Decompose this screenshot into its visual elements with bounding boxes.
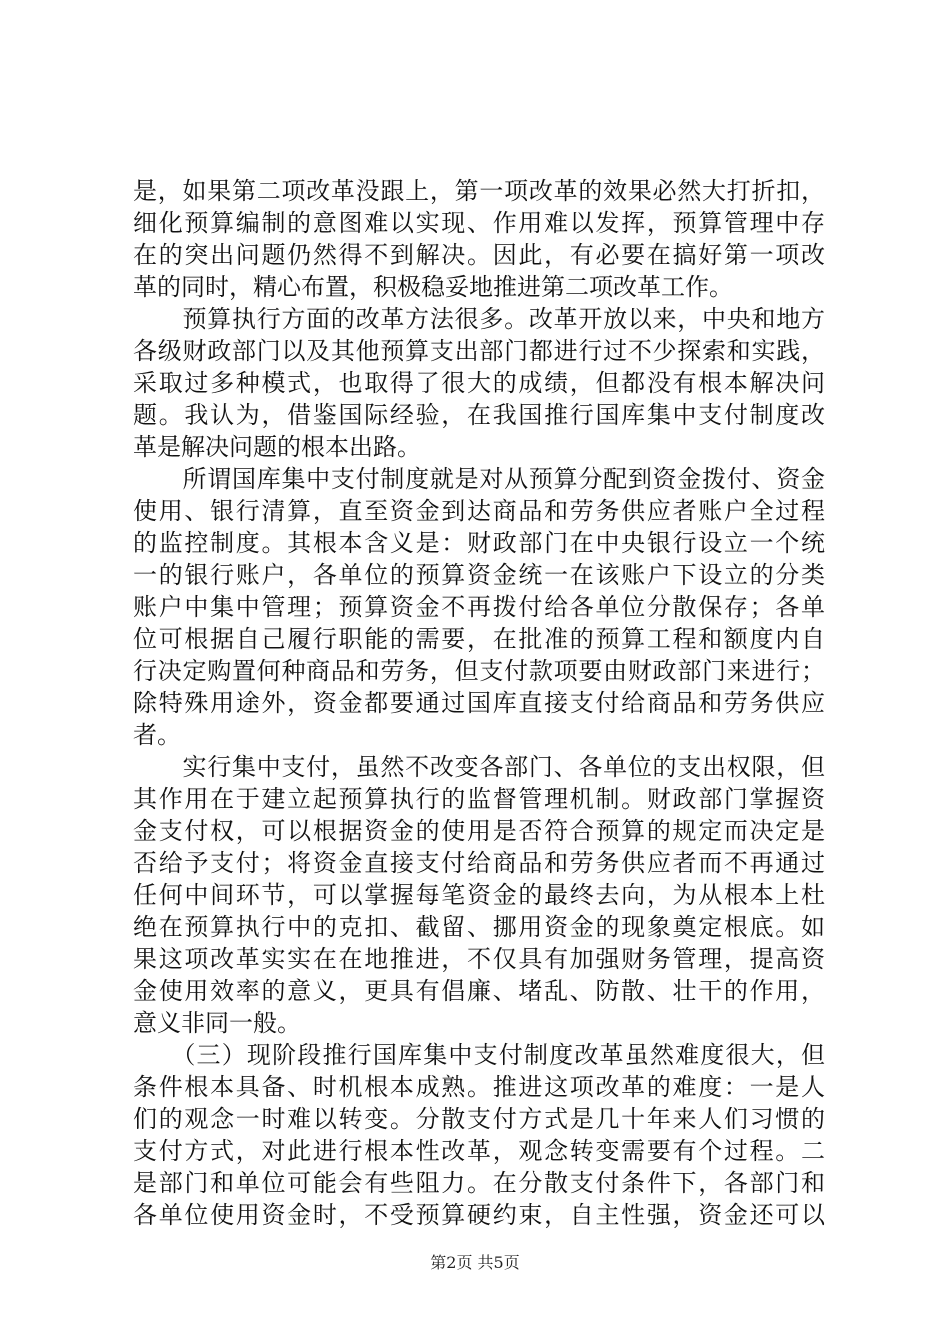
text-line: 金支付权，可以根据资金的使用是否符合预算的规定而决定是: [133, 817, 825, 845]
text-line: 们的观念一时难以转变。分散支付方式是几十年来人们习惯的: [133, 1105, 825, 1133]
text-line: 位可根据自己履行职能的需要，在批准的预算工程和额度内自: [133, 625, 825, 653]
text-line: 除特殊用途外，资金都要通过国库直接支付给商品和劳务供应: [133, 689, 825, 717]
text-line: 预算执行方面的改革方法很多。改革开放以来，中央和地方: [133, 305, 825, 333]
text-line: 的监控制度。其根本含义是：财政部门在中央银行设立一个统: [133, 529, 825, 557]
text-line: 是，如果第二项改革没跟上，第一项改革的效果必然大打折扣，: [133, 177, 825, 205]
text-line: 题。我认为，借鉴国际经验，在我国推行国库集中支付制度改: [133, 401, 825, 429]
text-line: 者。: [133, 721, 181, 749]
text-line: 一的银行账户，各单位的预算资金统一在该账户下设立的分类: [133, 561, 825, 589]
body-text: [133, 175, 825, 1231]
text-line: 条件根本具备、时机根本成熟。推进这项改革的难度：一是人: [133, 1073, 825, 1101]
text-line: 果这项改革实实在在地推进，不仅具有加强财务管理，提高资: [133, 945, 825, 973]
text-line: 行决定购置何种商品和劳务，但支付款项要由财政部门来进行；: [133, 657, 825, 685]
text-line: 革的同时，精心布置，积极稳妥地推进第二项改革工作。: [133, 273, 733, 301]
text-line: 账户中集中管理；预算资金不再拨付给各单位分散保存；各单: [133, 593, 825, 621]
text-line: 采取过多种模式，也取得了很大的成绩，但都没有根本解决问: [133, 369, 825, 397]
text-line: 金使用效率的意义，更具有倡廉、堵乱、防散、壮干的作用，: [133, 977, 825, 1005]
text-line: 其作用在于建立起预算执行的监督管理机制。财政部门掌握资: [133, 785, 825, 813]
text-line: 任何中间环节，可以掌握每笔资金的最终去向，为从根本上杜: [133, 881, 825, 909]
text-line: 所谓国库集中支付制度就是对从预算分配到资金拨付、资金: [133, 465, 825, 493]
text-line: 意义非同一般。: [133, 1009, 301, 1037]
text-line: 使用、银行清算，直至资金到达商品和劳务供应者账户全过程: [133, 497, 825, 525]
text-line: 是部门和单位可能会有些阻力。在分散支付条件下，各部门和: [133, 1169, 825, 1197]
text-line: 革是解决问题的根本出路。: [133, 433, 421, 461]
text-line: 绝在预算执行中的克扣、截留、挪用资金的现象奠定根底。如: [133, 913, 825, 941]
text-line: 否给予支付；将资金直接支付给商品和劳务供应者而不再通过: [133, 849, 825, 877]
page-number: 第2页 共5页: [430, 1253, 520, 1272]
text-line: 在的突出问题仍然得不到解决。因此，有必要在搞好第一项改: [133, 241, 825, 269]
text-line: 各级财政部门以及其他预算支出部门都进行过不少探索和实践，: [133, 337, 825, 365]
text-line: 细化预算编制的意图难以实现、作用难以发挥，预算管理中存: [133, 209, 825, 237]
text-line: 支付方式，对此进行根本性改革，观念转变需要有个过程。二: [133, 1137, 825, 1165]
text-line: 实行集中支付，虽然不改变各部门、各单位的支出权限，但: [133, 753, 825, 781]
text-line: 各单位使用资金时，不受预算硬约束，自主性强，资金还可以: [133, 1201, 825, 1229]
page-footer: [0, 1250, 950, 1273]
text-line: （三）现阶段推行国库集中支付制度改革虽然难度很大，但: [133, 1041, 825, 1069]
